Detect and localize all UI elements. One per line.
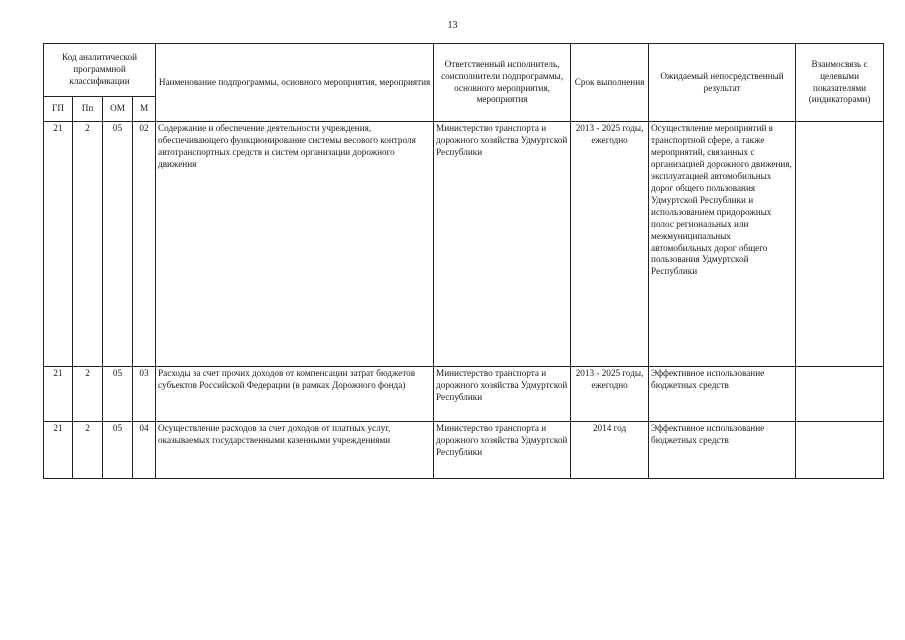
- header-link: Взаимосвязь с целевыми показателями (индикаторами): [796, 44, 884, 122]
- page-number: 13: [447, 20, 458, 31]
- header-pp: Пп: [73, 97, 103, 122]
- cell-responsible: Министерство транспорта и дорожного хозяйства Удмуртской Республики: [434, 422, 571, 479]
- cell-pp: 2: [73, 422, 103, 479]
- cell-link: [796, 422, 884, 479]
- table-row: [44, 122, 884, 367]
- cell-om: 05: [103, 422, 133, 479]
- cell-result: Осуществление мероприятий в транспортной сфере, а также мероприятий, связанных с организацией дорожного движения, эксплуатацией автомобильных дорог общего пользования Удмуртской Республики и использованием придорожных полос региональных или межмуниципальных автомобильных дорог общего пользования Удмуртской Республики: [649, 122, 796, 367]
- table-header-row: [44, 44, 884, 97]
- cell-link: [796, 367, 884, 422]
- header-name: Наименование подпрограммы, основного мероприятия, мероприятия: [156, 44, 434, 122]
- cell-om: 05: [103, 122, 133, 367]
- header-gp: ГП: [44, 97, 73, 122]
- cell-m: 04: [133, 422, 156, 479]
- cell-link: [796, 122, 884, 367]
- cell-term: 2013 - 2025 годы, ежегодно: [571, 367, 649, 422]
- cell-responsible: Министерство транспорта и дорожного хозяйства Удмуртской Республики: [434, 122, 571, 367]
- header-code-group: Код аналитической программной классификации: [44, 44, 156, 97]
- cell-gp: 21: [44, 367, 73, 422]
- cell-result: Эффективное использование бюджетных средств: [649, 422, 796, 479]
- cell-result: Эффективное использование бюджетных средств: [649, 367, 796, 422]
- cell-m: 03: [133, 367, 156, 422]
- cell-name: Расходы за счет прочих доходов от компенсации затрат бюджетов субъектов Российской Федерации (в рамках Дорожного фонда): [156, 367, 434, 422]
- cell-gp: 21: [44, 122, 73, 367]
- header-result: Ожидаемый непосредственный результат: [649, 44, 796, 122]
- cell-m: 02: [133, 122, 156, 367]
- cell-pp: 2: [73, 367, 103, 422]
- header-m: М: [133, 97, 156, 122]
- header-responsible: Ответственный исполнитель, соисполнители подпрограммы, основного мероприятия, мероприятия: [434, 44, 571, 122]
- table-row: [44, 367, 884, 422]
- header-om: ОМ: [103, 97, 133, 122]
- cell-responsible: Министерство транспорта и дорожного хозяйства Удмуртской Республики: [434, 367, 571, 422]
- cell-term: 2013 - 2025 годы, ежегодно: [571, 122, 649, 367]
- cell-name: Осуществление расходов за счет доходов от платных услуг, оказываемых государственными казенными учреждениями: [156, 422, 434, 479]
- cell-term: 2014 год: [571, 422, 649, 479]
- cell-name: Содержание и обеспечение деятельности учреждения, обеспечивающего функционирование системы весового контроля автотранспортных средств и систем организации дорожного движения: [156, 122, 434, 367]
- cell-gp: 21: [44, 422, 73, 479]
- table-row: [44, 422, 884, 479]
- cell-pp: 2: [73, 122, 103, 367]
- program-table: [43, 43, 884, 479]
- header-term: Срок выполнения: [571, 44, 649, 122]
- cell-om: 05: [103, 367, 133, 422]
